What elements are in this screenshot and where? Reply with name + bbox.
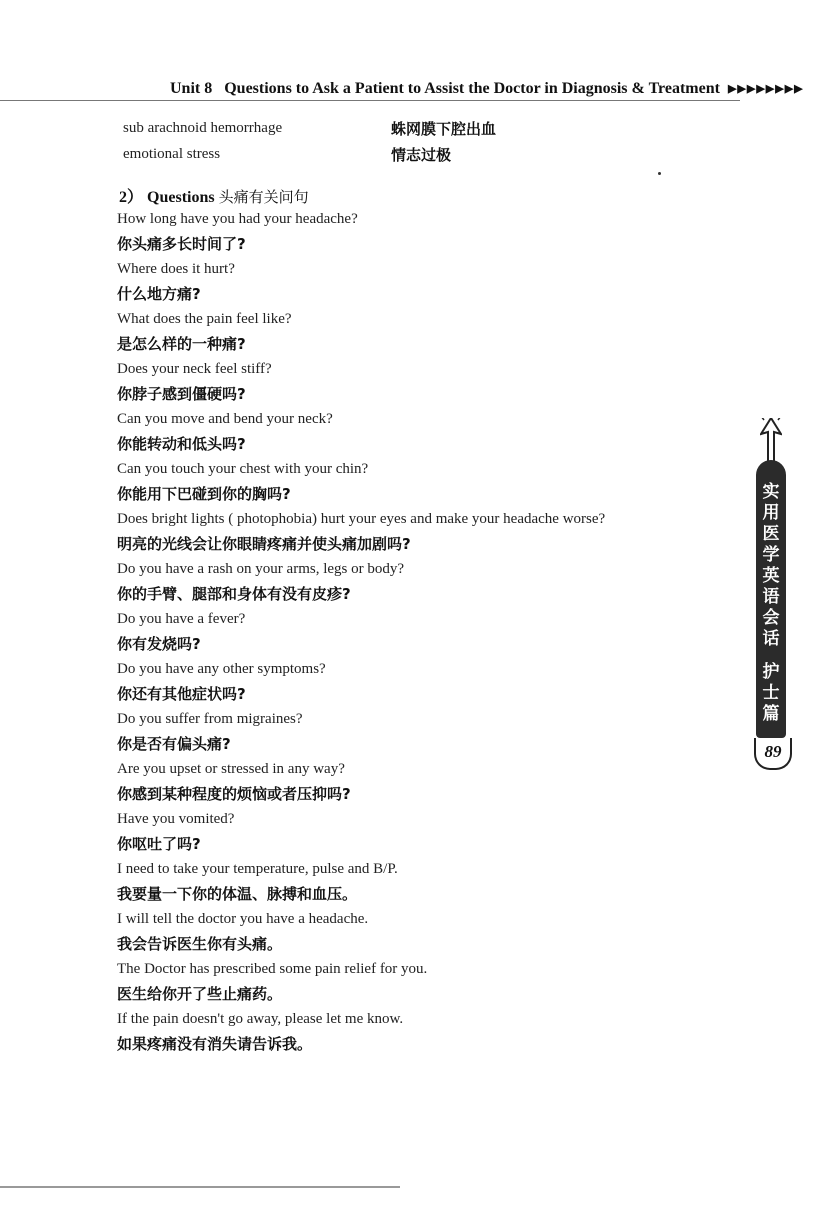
header-rule: [0, 100, 740, 101]
qa-pair: [117, 208, 737, 258]
qa-pair: [117, 458, 737, 508]
question-zh: 你是否有偏头痛?: [117, 735, 231, 753]
question-zh: 医生给你开了些止痛药。: [117, 985, 283, 1003]
section-label: Questions: [147, 189, 215, 206]
qa-pair: [117, 608, 737, 658]
qa-pair: [117, 758, 737, 808]
qa-pair: [117, 808, 737, 858]
question-zh: 你还有其他症状吗?: [117, 685, 246, 703]
vocab-term-en: sub arachnoid hemorrhage: [123, 120, 283, 136]
qa-pair: [117, 858, 737, 908]
side-tab: [756, 460, 786, 738]
question-zh: 你有发烧吗?: [117, 635, 201, 653]
page-number: 89: [754, 738, 792, 770]
question-zh: 你呕吐了吗?: [117, 835, 201, 853]
qa-pair: [117, 1008, 737, 1058]
vocab-term-zh: 情志过极: [391, 146, 452, 164]
question-list: [117, 208, 737, 1058]
chapter-title: Questions to Ask a Patient to Assist the Doctor in Diagnosis & Treatment: [224, 80, 720, 97]
header-arrows-icon: ▶▶▶▶▶▶▶▶: [727, 83, 804, 95]
qa-pair: [117, 958, 737, 1008]
qa-pair: [117, 908, 737, 958]
question-en: How long have you had your headache?: [117, 211, 358, 227]
question-en: What does the pain feel like?: [117, 311, 292, 327]
qa-pair: [117, 708, 737, 758]
question-zh: 是怎么样的一种痛?: [117, 335, 246, 353]
qa-pair: [117, 358, 737, 408]
section-number: 2）: [119, 189, 144, 206]
question-zh: 你头痛多长时间了?: [117, 235, 246, 253]
qa-pair: [117, 508, 737, 558]
question-en: Can you move and bend your neck?: [117, 411, 333, 427]
question-en: Have you vomited?: [117, 811, 235, 827]
question-zh: 我要量一下你的体温、脉搏和血压。: [117, 885, 358, 903]
question-en: I will tell the doctor you have a headache.: [117, 911, 369, 927]
volume-title-vertical: 护士篇: [762, 662, 780, 724]
vocab-term-en: emotional stress: [123, 146, 221, 162]
question-en: Do you have any other symptoms?: [117, 661, 326, 677]
side-tab-text: [756, 482, 786, 725]
question-en: Can you touch your chest with your chin?: [117, 461, 369, 477]
question-zh: 你脖子感到僵硬吗?: [117, 385, 246, 403]
footer-rule: [0, 1186, 400, 1188]
question-zh: 你的手臂、腿部和身体有没有皮疹?: [117, 585, 351, 603]
question-zh: 你感到某种程度的烦恼或者压抑吗?: [117, 785, 351, 803]
question-zh: 明亮的光线会让你眼睛疼痛并使头痛加剧吗?: [117, 535, 411, 553]
qa-pair: [117, 558, 737, 608]
qa-pair: [117, 308, 737, 358]
question-zh: 什么地方痛?: [117, 285, 201, 303]
question-en: Does your neck feel stiff?: [117, 361, 272, 377]
running-header: [170, 80, 822, 102]
question-en: If the pain doesn't go away, please let me know.: [117, 1011, 404, 1027]
section-heading: [119, 184, 309, 207]
question-en: Do you suffer from migraines?: [117, 711, 303, 727]
question-en: Where does it hurt?: [117, 261, 235, 277]
print-speck: [658, 172, 661, 175]
question-en: Do you have a rash on your arms, legs or body?: [117, 561, 405, 577]
vocab-row: [123, 144, 723, 170]
vocab-row: [123, 118, 723, 144]
question-en: Are you upset or stressed in any way?: [117, 761, 345, 777]
arrow-up-icon: [760, 418, 782, 462]
question-en: Does bright lights ( photophobia) hurt your eyes and make your headache worse?: [117, 511, 606, 527]
vocab-term-zh: 蛛网膜下腔出血: [391, 120, 497, 138]
question-zh: 你能转动和低头吗?: [117, 435, 246, 453]
question-en: Do you have a fever?: [117, 611, 246, 627]
question-en: The Doctor has prescribed some pain relief for you.: [117, 961, 428, 977]
qa-pair: [117, 258, 737, 308]
section-label-zh: 头痛有关问句: [218, 188, 309, 206]
question-zh: 你能用下巴碰到你的胸吗?: [117, 485, 291, 503]
qa-pair: [117, 658, 737, 708]
question-zh: 如果疼痛没有消失请告诉我。: [117, 1035, 313, 1053]
qa-pair: [117, 408, 737, 458]
unit-label: Unit 8: [170, 80, 213, 97]
vocab-list: [123, 118, 723, 170]
question-en: I need to take your temperature, pulse and B/P.: [117, 861, 398, 877]
question-zh: 我会告诉医生你有头痛。: [117, 935, 283, 953]
book-title-vertical: 实用医学英语会话: [762, 482, 780, 649]
